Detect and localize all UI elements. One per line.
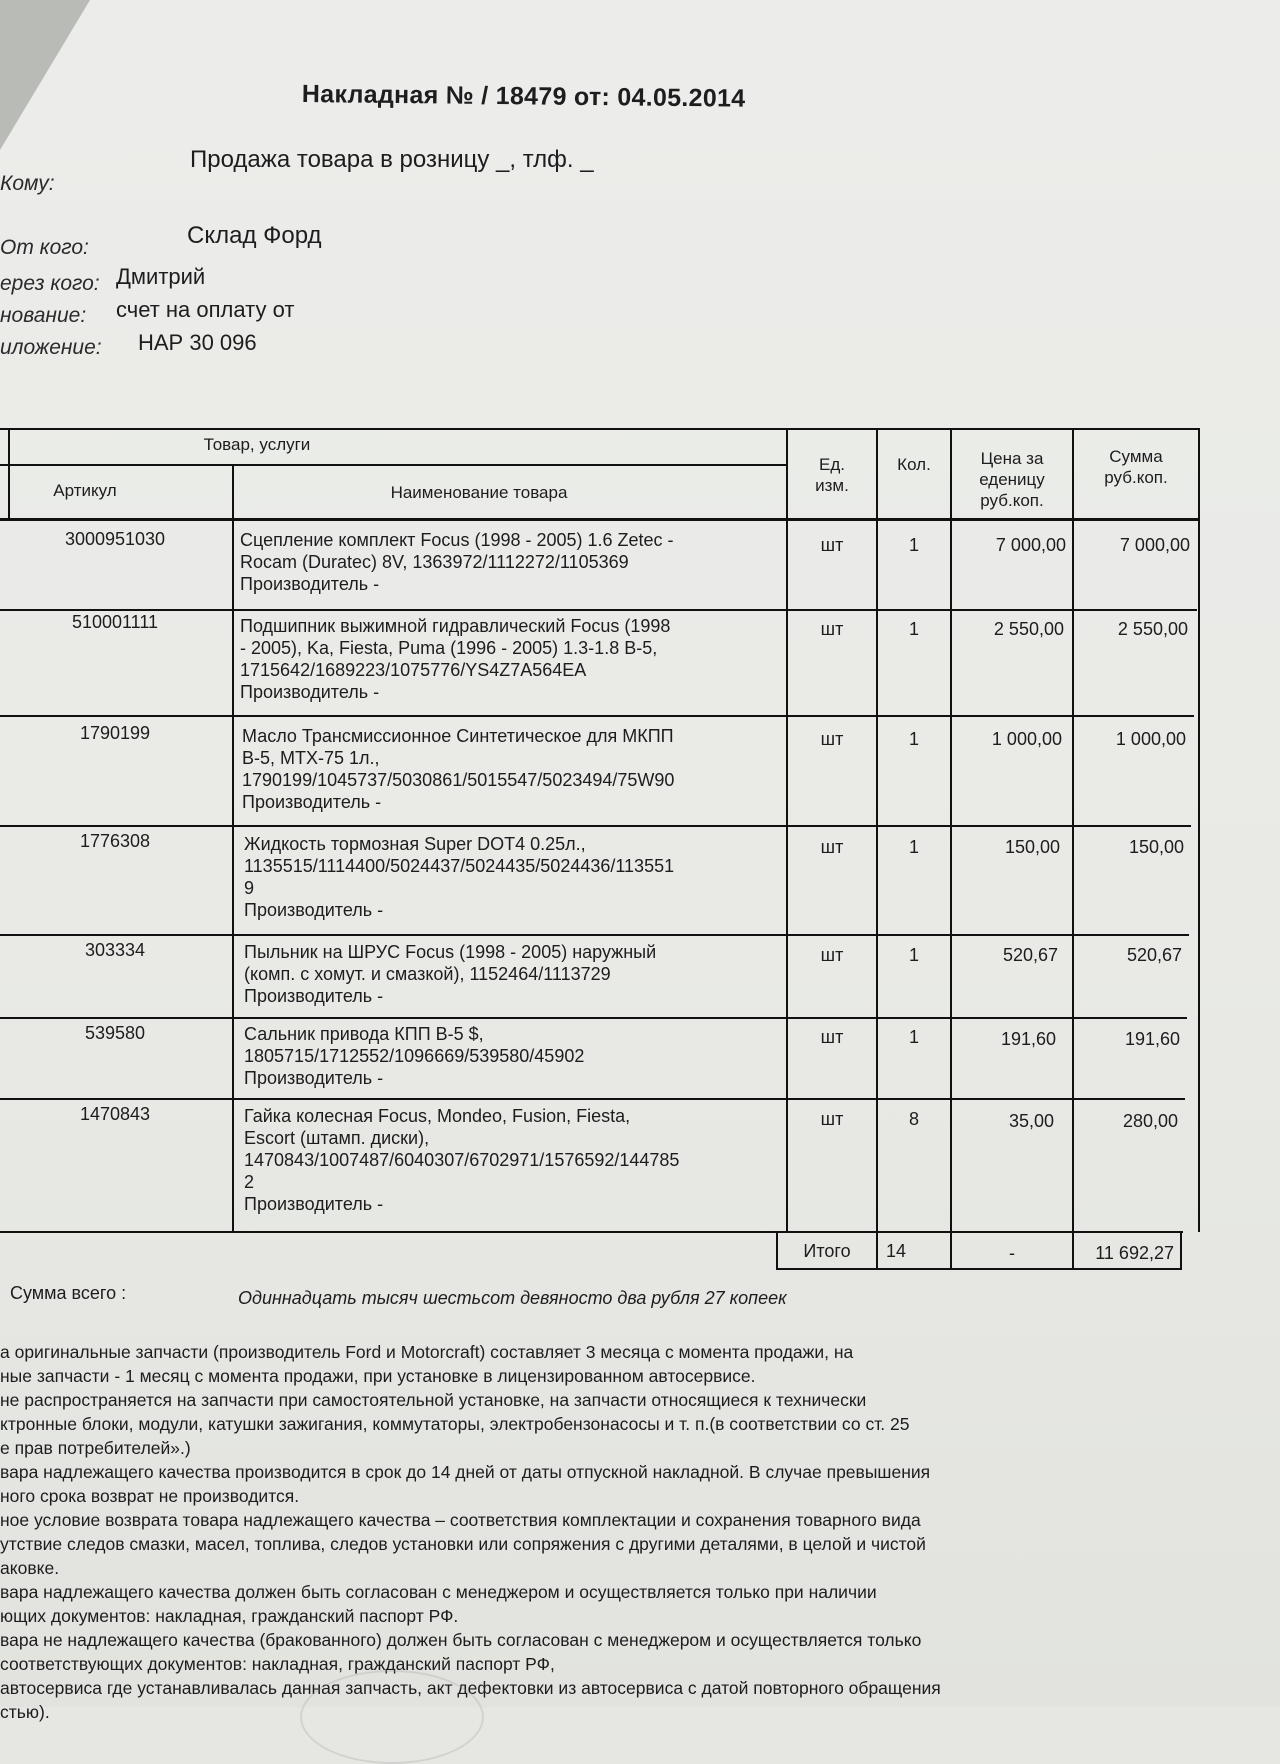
row-unit: шт (820, 619, 844, 639)
row-qty: 1 (908, 837, 919, 857)
row-price: 191,60 (1000, 1029, 1056, 1049)
row-article: 1776308 (79, 831, 151, 851)
header-article: Артикул (53, 481, 117, 500)
row-price: 35,00 (1008, 1111, 1054, 1131)
terms-line: не распространяется на запчасти при самостоятельной установке, на запчасти относящиеся к технически (0, 1390, 867, 1410)
total-qty: 14 (886, 1241, 907, 1261)
sum-total-label: Сумма всего : (10, 1283, 127, 1303)
attachment-value: НАР 30 096 (138, 330, 257, 355)
row-sum: 7 000,00 (1119, 535, 1190, 555)
folded-corner (0, 0, 90, 150)
terms-line: ное условие возврата товара надлежащего качества – соответствия комплектации и сохранения товарного вида (0, 1510, 921, 1530)
via-label: ерез кого: (0, 272, 100, 295)
row-sum: 280,00 (1122, 1111, 1178, 1131)
total-price: - (1009, 1243, 1015, 1263)
row-name: Сцепление комплект Focus (1998 - 2005) 1.6 Zetec - Rocam (Duratec) 8V, 1363972/1112272/1105369 Производитель - (240, 530, 674, 594)
row-name: Подшипник выжимной гидравлический Focus (1998 - 2005), Ka, Fiesta, Puma (1996 - 2005) 1.3-1.8 B-5, 1715642/1689223/1075776/YS4Z7A564EA Производитель - (240, 616, 671, 702)
from-label: От кого: (0, 236, 89, 259)
recipient-label: Кому: (0, 172, 55, 195)
basis-label: нование: (0, 304, 87, 327)
terms-line: вара надлежащего качества производится в срок до 14 дней от даты отпускной накладной. В случае превышения (0, 1462, 931, 1482)
recipient-value: Продажа товара в розницу _, тлф. _ (190, 146, 594, 173)
row-name: Жидкость тормозная Super DOT4 0.25л., 1135515/1114400/5024437/5024435/5024436/113551 9 Производитель - (244, 834, 675, 920)
terms-line: а оригинальные запчасти (производитель Ford и Motorcraft) составляет 3 месяца с момента продажи, на (0, 1342, 854, 1362)
terms-line: стью). (0, 1702, 50, 1722)
row-sum: 2 550,00 (1117, 619, 1188, 639)
row-article: 1790199 (79, 723, 151, 743)
terms-line: е прав потребителей».) (0, 1438, 191, 1458)
terms-line: ющих документов: накладная, гражданский паспорт РФ. (0, 1606, 459, 1626)
row-price: 520,67 (1002, 945, 1058, 965)
row-qty: 1 (908, 945, 919, 965)
row-sum: 191,60 (1124, 1029, 1180, 1049)
header-name: Наименование товара (390, 483, 568, 502)
row-price: 150,00 (1004, 837, 1060, 857)
row-price: 1 000,00 (991, 729, 1062, 749)
terms-line: вара не надлежащего качества (бракованного) должен быть согласован с менеджером и осуществляется только (0, 1630, 922, 1650)
terms-line: соответствующих документов: накладная, гражданский паспорт РФ, (0, 1654, 555, 1674)
row-article: 539580 (84, 1023, 146, 1043)
row-article: 303334 (84, 940, 146, 960)
faint-stamp (300, 1670, 484, 1764)
basis-value: счет на оплату от (116, 297, 295, 322)
row-unit: шт (820, 535, 844, 555)
sum-total-words: Одиннадцать тысяч шестьсот девяносто два рубля 27 копеек (238, 1288, 787, 1308)
warranty-terms (0, 1340, 1280, 1724)
row-unit: шт (820, 837, 844, 857)
attachment-label: иложение: (0, 336, 102, 359)
total-label: Итого (803, 1241, 851, 1261)
header-unit: Ед. изм. (815, 455, 849, 495)
row-qty: 1 (908, 1027, 919, 1047)
row-price: 7 000,00 (995, 535, 1066, 555)
row-price: 2 550,00 (993, 619, 1064, 639)
invoice-title: Накладная № / 18479 от: 04.05.2014 (301, 80, 746, 113)
terms-line: ные запчасти - 1 месяц с момента продажи, при установке в лицензированном автосервисе. (0, 1366, 756, 1386)
from-value: Склад Форд (187, 222, 322, 249)
header-price: Цена за еденицу руб.коп. (979, 449, 1045, 510)
via-value: Дмитрий (116, 264, 206, 289)
row-sum: 520,67 (1126, 945, 1182, 965)
row-article: 3000951030 (64, 529, 166, 549)
header-sum: Сумма руб.коп. (1104, 447, 1168, 487)
row-sum: 150,00 (1128, 837, 1184, 857)
total-sum: 11 692,27 (1095, 1243, 1174, 1263)
terms-line: утствие следов смазки, масел, топлива, следов установки или сопряжения с другими деталями, в целой и чистой (0, 1534, 926, 1554)
terms-line: ного срока возврат не производится. (0, 1486, 300, 1506)
terms-line: автосервиса где устанавливалась данная запчасть, акт дефектовки из автосервиса с датой повторного обращения (0, 1678, 941, 1698)
row-name: Сальник привода КПП B-5 $, 1805715/1712552/1096669/539580/45902 Производитель - (244, 1024, 585, 1088)
row-unit: шт (820, 1109, 844, 1129)
terms-line: вара надлежащего качества должен быть согласован с менеджером и осуществляется только при наличии (0, 1582, 877, 1602)
row-qty: 8 (908, 1109, 919, 1129)
row-qty: 1 (908, 535, 919, 555)
row-name: Гайка колесная Focus, Mondeo, Fusion, Fiesta, Escort (штамп. диски), 1470843/1007487/6040307/6702971/1576592/144785 2 Производитель - (244, 1106, 680, 1214)
terms-line: ктронные блоки, модули, катушки зажигания, коммутаторы, электробензонасосы и т. п.(в соответствии со ст. 25 (0, 1414, 910, 1434)
items-table (0, 428, 1200, 1268)
row-qty: 1 (908, 729, 919, 749)
row-unit: шт (820, 945, 844, 965)
row-article: 1470843 (79, 1104, 151, 1124)
terms-line: аковке. (0, 1558, 60, 1578)
row-qty: 1 (908, 619, 919, 639)
row-sum: 1 000,00 (1115, 729, 1186, 749)
row-unit: шт (820, 1027, 844, 1047)
header-qty: Кол. (897, 455, 931, 474)
row-name: Масло Трансмиссионное Синтетическое для МКПП B-5, MTX-75 1л., 1790199/1045737/5030861/5015547/5023494/75W90 Производитель - (242, 726, 675, 812)
row-unit: шт (820, 729, 844, 749)
row-name: Пыльник на ШРУС Focus (1998 - 2005) наружный (комп. с хомут. и смазкой), 1152464/1113729 Производитель - (244, 942, 657, 1006)
header-goods-services: Товар, услуги (203, 435, 311, 454)
row-article: 510001111 (71, 612, 159, 632)
